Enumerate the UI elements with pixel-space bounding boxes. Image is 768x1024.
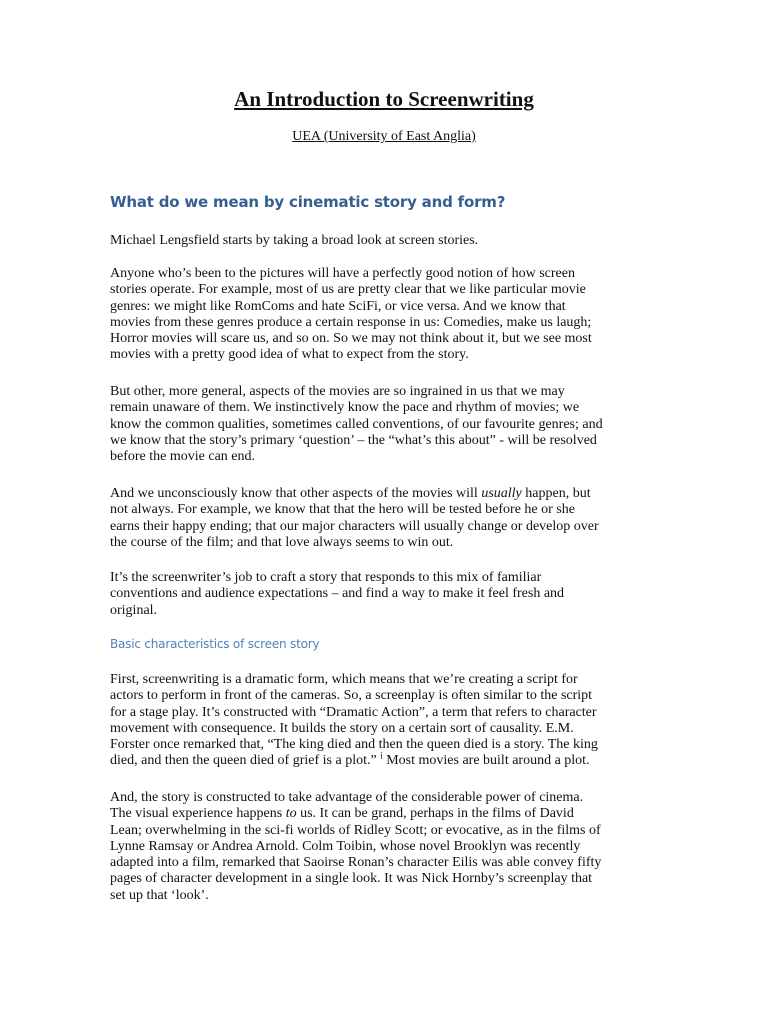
document-title: An Introduction to Screenwriting: [234, 87, 534, 111]
paragraph-screenwriter-job: [110, 570, 658, 619]
text-run: happen, but: [521, 486, 591, 501]
text-line: But other, more general, aspects of the movies are so ingrained in us that we may: [110, 384, 565, 399]
text-line: we know that the story’s primary ‘question’ – the “what’s this about” - will be resolved: [110, 432, 597, 448]
text-line: First, screenwriting is a dramatic form, which means that we’re creating a script for: [110, 672, 578, 687]
text-line: Lynne Ramsay or Andrea Arnold. Colm Toibin, whose novel Brooklyn was recently: [110, 838, 581, 854]
text-line: genres: we might like RomComs and hate SciFi, or vice versa. And we know that: [110, 298, 566, 314]
text-line: actors to perform in front of the cameras. So, a screenplay is often similar to the script: [110, 688, 593, 704]
text-line: pages of character development in a single look. It was Nick Hornby’s screenplay that: [110, 871, 593, 887]
paragraph-genres: [110, 266, 658, 364]
footnote-marker: i: [380, 750, 383, 761]
text-line: conventions and audience expectations – and find a way to make it feel fresh and: [110, 586, 565, 602]
text-line: [110, 806, 658, 822]
text-run: And we unconsciously know that other aspects of the movies will: [110, 486, 482, 501]
text-line: Forster once remarked that, “The king died and then the queen died is a story. The king: [110, 737, 598, 753]
text-run: Most movies are built around a plot.: [382, 753, 590, 769]
section-heading: What do we mean by cinematic story and form?: [110, 193, 506, 211]
subsection-heading: Basic characteristics of screen story: [110, 637, 320, 651]
text-line: movies with a pretty good idea of what to expect from the story.: [110, 347, 469, 363]
text-line: And, the story is constructed to take advantage of the considerable power of cinema.: [110, 790, 584, 805]
paragraph-dramatic-form: [110, 672, 658, 770]
text-line: before the movie can end.: [110, 449, 255, 465]
text-line: [110, 486, 658, 502]
text-line: movement with consequence. It builds the story on a certain sort of causality. E.M.: [110, 720, 574, 736]
text-line: original.: [110, 602, 158, 618]
paragraph-intro: [110, 233, 658, 249]
text-line: adapted into a film, remarked that Saoirse Ronan’s character Eilis was able convey fifty: [110, 855, 602, 871]
paragraph-conventions: [110, 384, 658, 465]
text-line: not always. For example, we know that that the hero will be tested before he or she: [110, 502, 575, 518]
text-run: The visual experience happens: [110, 806, 286, 822]
text-line: set up that ‘look’.: [110, 887, 209, 903]
text-line: Michael Lengsfield starts by taking a broad look at screen stories.: [110, 233, 479, 248]
italic-text: to: [285, 806, 297, 822]
text-line: for a stage play. It’s constructed with “Dramatic Action”, a term that refers to character: [110, 704, 597, 720]
text-line: Horror movies will scare us, and so on. So we may not think about it, but we see most: [110, 331, 592, 347]
text-line: Lean; overwhelming in the sci-fi worlds of Ridley Scott; or evocative, as in the films of: [110, 822, 601, 838]
text-line: stories operate. For example, most of us are pretty clear that we like particular movie: [110, 282, 586, 298]
paragraph-expectations: [110, 486, 658, 551]
text-line: earns their happy ending; that our major characters will usually change or develop over: [110, 518, 599, 534]
text-line: remain unaware of them. We instinctively know the pace and rhythm of movies; we: [110, 400, 580, 416]
text-run: us. It can be grand, perhaps in the films of David: [296, 806, 574, 822]
text-line: It’s the screenwriter’s job to craft a story that responds to this mix of familiar: [110, 570, 542, 585]
text-line: Anyone who’s been to the pictures will have a perfectly good notion of how screen: [110, 266, 575, 281]
document-subtitle: UEA (University of East Anglia): [292, 129, 476, 144]
text-run: died, and then the queen died of grief is a plot.”: [110, 753, 381, 769]
paragraph-visual-power: [110, 790, 658, 904]
text-line: know the common qualities, sometimes called conventions, of our favourite genres; and: [110, 416, 603, 432]
text-line: movies from these genres produce a certain response in us: Comedies, make us laugh;: [110, 314, 592, 330]
text-line: the course of the film; and that love always seems to win out.: [110, 534, 454, 550]
text-line: [110, 750, 658, 769]
italic-text: usually: [481, 486, 522, 501]
